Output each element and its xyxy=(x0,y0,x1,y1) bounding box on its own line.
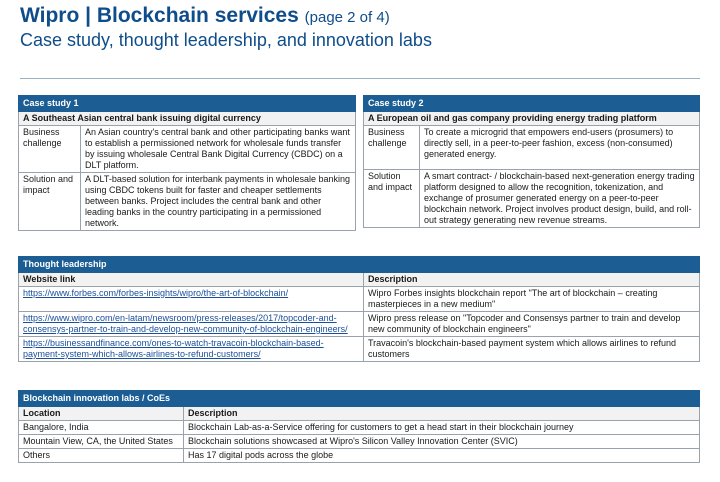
case-study-2-heading: Case study 2 xyxy=(364,96,700,112)
brand-title: Wipro | Blockchain services xyxy=(20,4,299,27)
row-label: Solution and impact xyxy=(364,170,420,228)
case-study-1-heading: Case study 1 xyxy=(19,96,356,112)
column-header-description: Description xyxy=(364,273,700,287)
table-row xyxy=(19,435,700,449)
row-location: Mountain View, CA, the United States xyxy=(19,435,184,449)
travacoin-link[interactable]: https://businessandfinance.com/ones-to-watch-travacoin-blockchain-based-payment-system-which-allows-airlines-to-refund-customers/ xyxy=(23,338,324,359)
page-subtitle: Case study, thought leadership, and innovation labs xyxy=(20,30,432,50)
row-description: Wipro Forbes insights blockchain report "The art of blockchain – creating masterpieces in a new medium" xyxy=(364,287,700,312)
thought-leadership-table xyxy=(18,256,700,362)
case-study-1-table xyxy=(18,95,356,231)
row-description: Has 17 digital pods across the globe xyxy=(184,449,700,463)
table-row xyxy=(19,173,356,231)
row-text: A DLT-based solution for interbank payments in wholesale banking using CBDC tokens built for faster and cheaper settlements between banks. Project includes the central bank and other leading banks in the country participating in a permissioned network. xyxy=(81,173,356,231)
table-row xyxy=(19,421,700,435)
table-row xyxy=(19,126,356,173)
table-row xyxy=(19,287,700,312)
case-study-2-table xyxy=(363,95,700,228)
page-indicator: (page 2 of 4) xyxy=(304,9,390,26)
row-description: Wipro press release on "Topcoder and Consensys partner to train and develop new community of blockchain engineers" xyxy=(364,312,700,337)
table-row xyxy=(19,337,700,362)
row-label: Solution and impact xyxy=(19,173,81,231)
table-row xyxy=(364,170,700,228)
column-header-location: Location xyxy=(19,407,184,421)
row-label: Business challenge xyxy=(19,126,81,173)
row-location: Others xyxy=(19,449,184,463)
row-description: Travacoin's blockchain-based payment system which allows airlines to refund customers xyxy=(364,337,700,362)
page-title xyxy=(20,4,390,28)
thought-leadership-heading: Thought leadership xyxy=(19,257,700,273)
row-text: An Asian country's central bank and other participating banks want to establish a permissioned network for wholesale funds transfer by issuing wholesale Central Bank Digital Currency (CBDC) on a DLT platform. xyxy=(81,126,356,173)
table-row xyxy=(19,449,700,463)
title-divider xyxy=(20,78,700,79)
case-study-1-title: A Southeast Asian central bank issuing digital currency xyxy=(19,112,356,126)
wipro-press-link[interactable]: https://www.wipro.com/en-latam/newsroom/press-releases/2017/topcoder-and-consensys-partner-to-train-and-develop-new-community-of-blockchain-engineers/ xyxy=(23,313,348,334)
row-description: Blockchain Lab-as-a-Service offering for customers to get a head start in their blockchain journey xyxy=(184,421,700,435)
innovation-labs-heading: Blockchain innovation labs / CoEs xyxy=(19,391,700,407)
forbes-link[interactable]: https://www.forbes.com/forbes-insights/wipro/the-art-of-blockchain/ xyxy=(23,288,289,298)
innovation-labs-table xyxy=(18,390,700,463)
column-header-description: Description xyxy=(184,407,700,421)
row-description: Blockchain solutions showcased at Wipro's Silicon Valley Innovation Center (SVIC) xyxy=(184,435,700,449)
row-text: To create a microgrid that empowers end-users (prosumers) to directly sell, in a peer-to-peer fashion, excess (non-consumed) generated energy. xyxy=(420,126,700,170)
column-header-link: Website link xyxy=(19,273,364,287)
row-label: Business challenge xyxy=(364,126,420,170)
row-location: Bangalore, India xyxy=(19,421,184,435)
table-row xyxy=(364,126,700,170)
table-row xyxy=(19,312,700,337)
case-study-2-title: A European oil and gas company providing energy trading platform xyxy=(364,112,700,126)
row-text: A smart contract- / blockchain-based next-generation energy trading platform designed to allow the recognition, tokenization, and exchange of prosumer generated energy on a peer-to-peer blockchain network. Project involves product design, build, and roll-out strategy generating new revenue streams. xyxy=(420,170,700,228)
